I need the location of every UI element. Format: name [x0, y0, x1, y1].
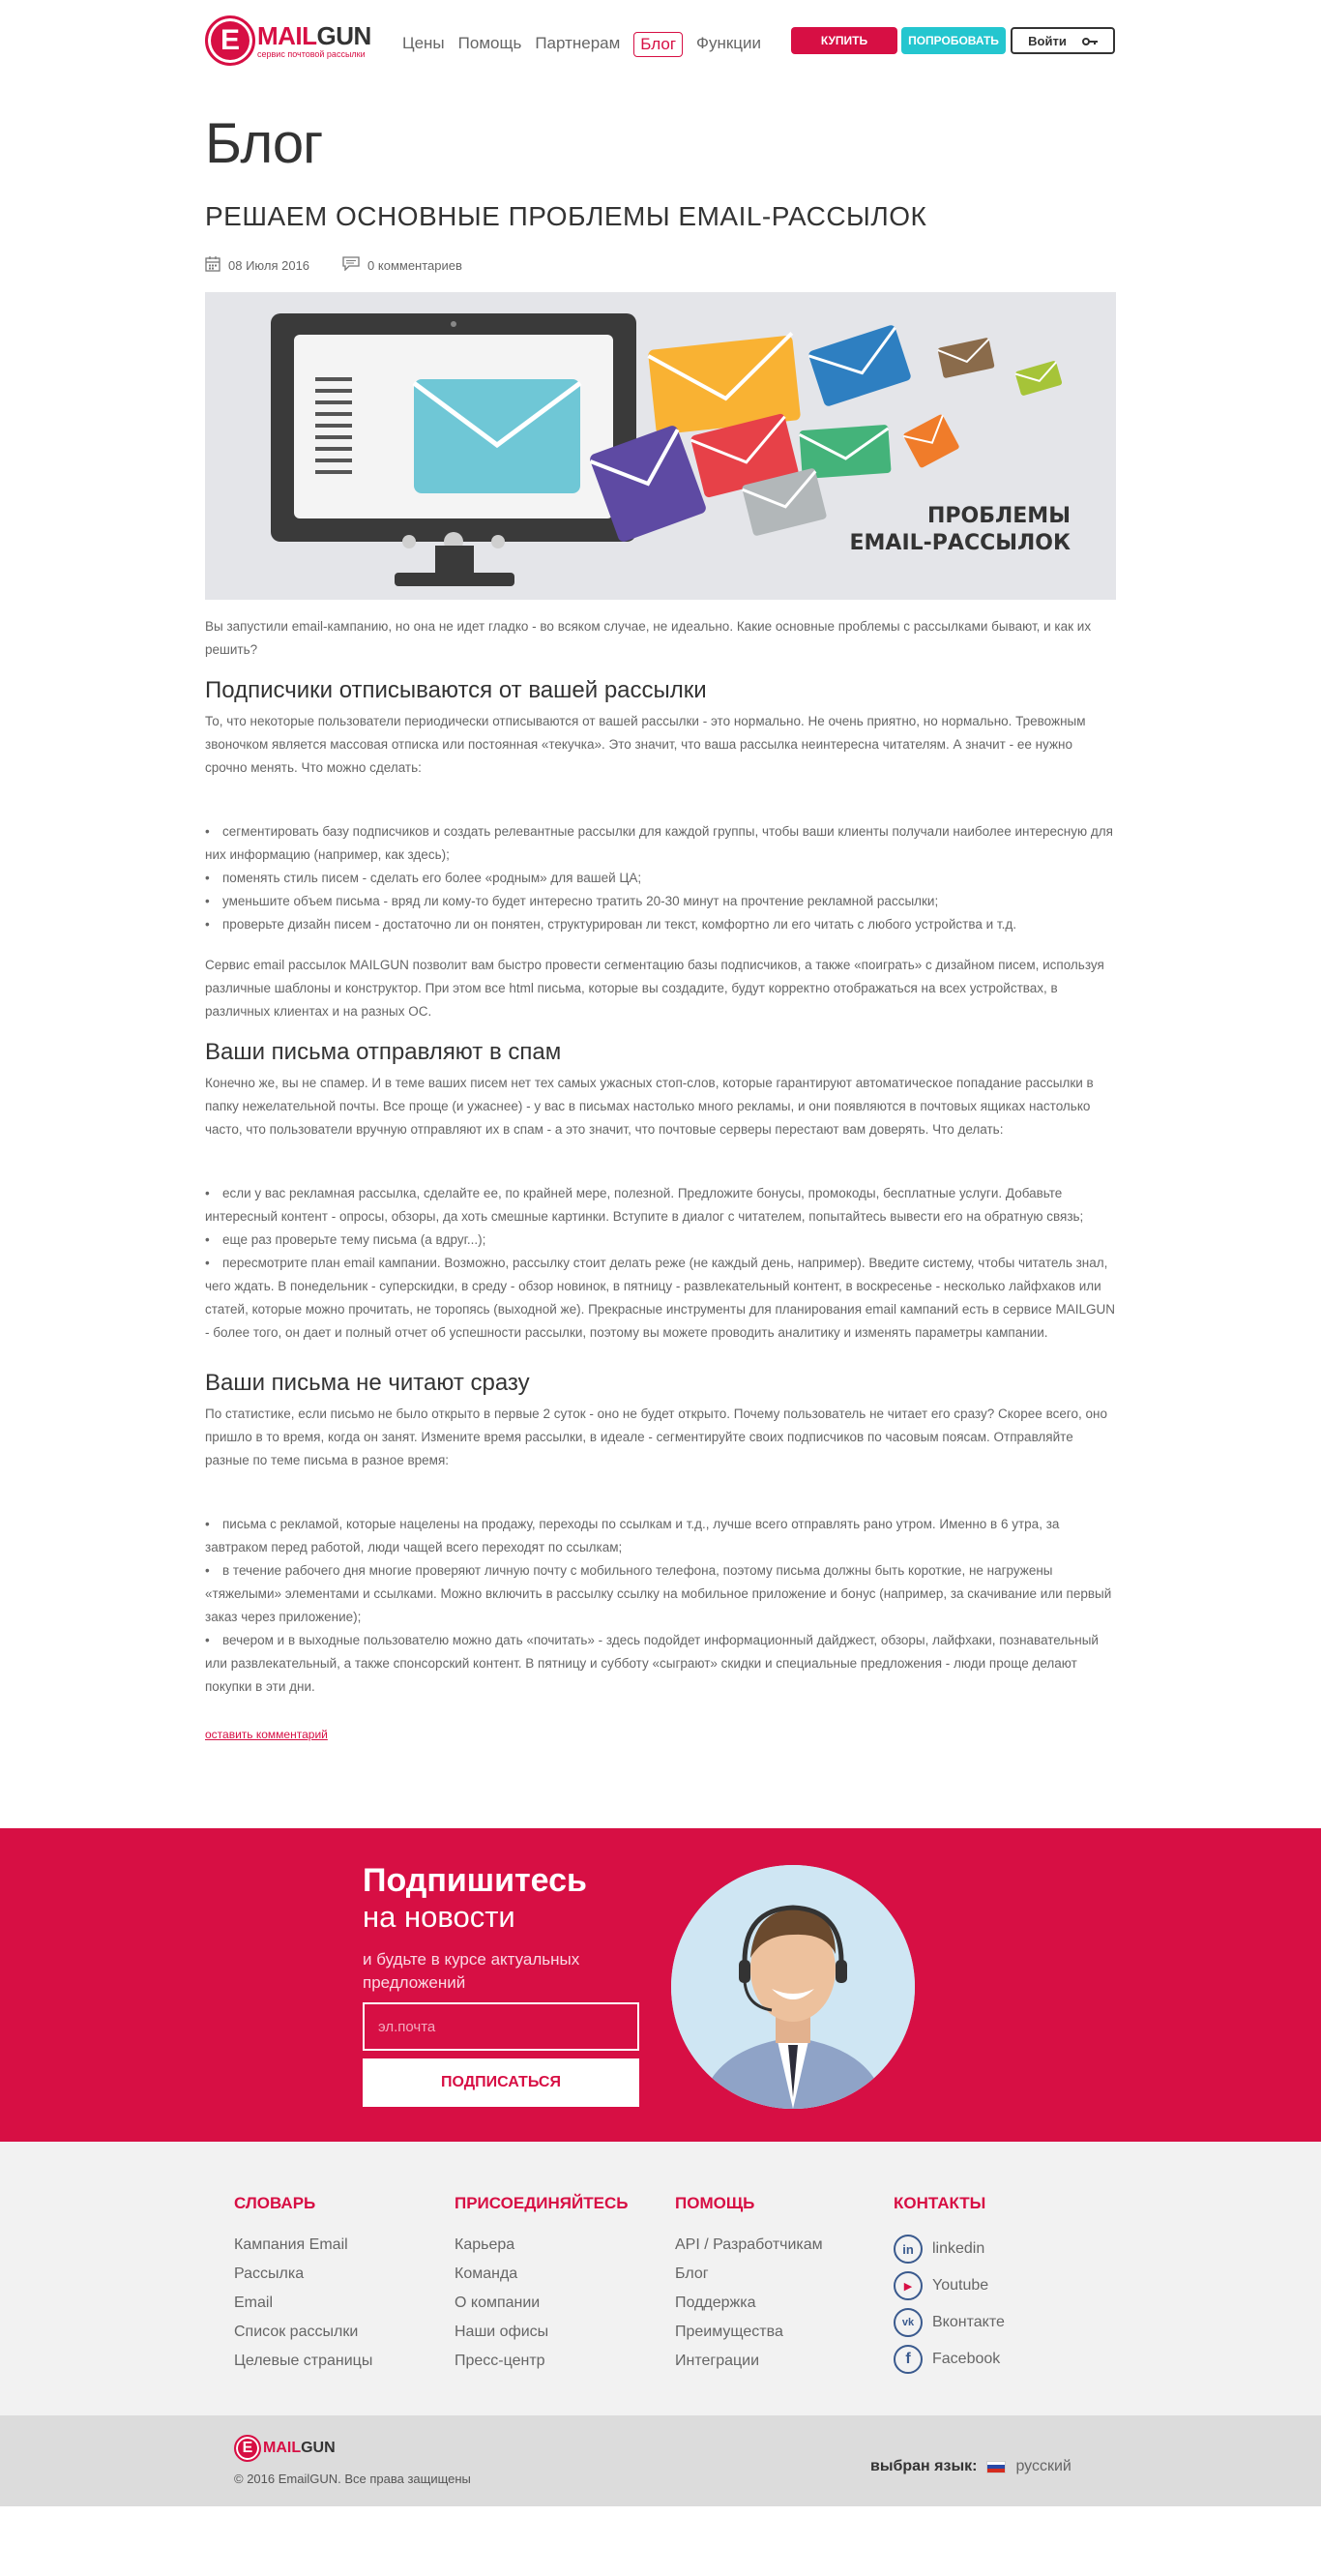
facebook-icon: f [894, 2345, 923, 2374]
footer-link[interactable]: Поддержка [675, 2295, 756, 2311]
social-youtube[interactable] [894, 2267, 1005, 2304]
footer-link[interactable]: Список рассылки [234, 2324, 359, 2340]
footer-logo-rest: GUN [301, 2440, 336, 2456]
footer-link[interactable]: О компании [455, 2295, 541, 2311]
logo[interactable] [205, 15, 371, 66]
section-title-unsubscribe: Подписчики отписываются от вашей рассылки [205, 677, 707, 703]
list-item: • в течение рабочего дня многие проверяют личную почту с мобильного телефона, поэтому письма должны быть короткие, не нагружены «тяжелыми» элементами и ссылками. Можно включить в рассылку ссылку на мобильное приложение и бонус (например, за скачивание или первый заказ через приложение); [205, 1559, 1116, 1629]
section-list [205, 820, 1116, 936]
footer-link[interactable]: Интеграции [675, 2353, 760, 2369]
footer-link[interactable]: Наши офисы [455, 2324, 549, 2340]
footer [0, 2142, 1321, 2415]
logo-name-colored: MAIL [257, 20, 317, 50]
footer-link[interactable]: Карьера [455, 2236, 515, 2253]
logo-badge: E [205, 15, 255, 66]
subscribe-subtitle: на новости [363, 1900, 515, 1934]
footer-col-title: СЛОВАРЬ [234, 2194, 316, 2212]
linkedin-icon: in [894, 2235, 923, 2264]
footer-link[interactable]: Рассылка [234, 2265, 305, 2282]
footer-col-help [675, 2194, 823, 2376]
russia-flag-icon [986, 2461, 1006, 2473]
language-selector[interactable] [870, 2458, 1071, 2475]
login-label: Войти [1028, 33, 1067, 48]
social-facebook[interactable] [894, 2341, 1005, 2378]
footer-col-join [455, 2194, 628, 2376]
section-title-spam: Ваши письма отправляют в спам [205, 1039, 562, 1065]
key-icon [1082, 34, 1098, 48]
logo-tagline: сервис почтовой рассылки [257, 48, 366, 59]
footer-link[interactable]: Целевые страницы [234, 2353, 373, 2369]
footer-link[interactable]: Преимущества [675, 2324, 783, 2340]
footer-link[interactable]: API / Разработчикам [675, 2236, 823, 2253]
footer-col-title: ПОМОЩЬ [675, 2194, 755, 2212]
section-after-text: Сервис email рассылок MAILGUN позволит вам быстро провести сегментацию базы подписчиков, а также «поиграть» с дизайном писем, используя различные шаблоны и конструктор. При этом все html письма, которые вы создадите, будут корректно отображаться на всех устройствах, в различных клиентах и на разных ОС. [205, 958, 1104, 1019]
hero-caption-1: ПРОБЛЕМЫ [927, 504, 1071, 528]
nav-help[interactable]: Помощь [457, 34, 522, 52]
avatar [671, 1865, 915, 2109]
social-label: Youtube [932, 2277, 989, 2294]
footer-logo[interactable] [234, 2435, 336, 2462]
footer-col-dictionary [234, 2194, 372, 2376]
language-value: русский [1015, 2458, 1071, 2474]
list-item: • проверьте дизайн писем - достаточно ли он понятен, структурирован ли текст, комфортно ли его читать с любого устройства и т.д. [205, 913, 1116, 936]
nav-partners[interactable]: Партнерам [535, 34, 621, 52]
language-label: выбран язык: [870, 2458, 978, 2474]
section-paragraph: То, что некоторые пользователи периодически отписываются от вашей рассылки - это нормально. Не очень приятно, но нормально. Тревожным звоночком является массовая отписка или постоянная «текучка». Это значит, что ваша рассылка неинтересна читателям. А значит - ее нужно срочно менять. Что можно сделать: [205, 714, 1086, 775]
list-item: • вечером и в выходные пользователю можно дать «почитать» - здесь подойдет информационный дайджест, обзоры, лайфхаки, познавательный или развлекательный, а также спонсорский контент. В пятницу и субботу «сыграют» скидки и специальные предложения - люди проще делают покупки в эти дни. [205, 1629, 1116, 1699]
post-title: РЕШАЕМ ОСНОВНЫЕ ПРОБЛЕМЫ EMAIL-РАССЫЛОК [205, 201, 927, 231]
footer-logo-badge: E [234, 2435, 261, 2462]
article [205, 110, 1116, 1828]
section-title-not-read: Ваши письма не читают сразу [205, 1370, 530, 1396]
section-paragraph: По статистике, если письмо не было открыто в первые 2 суток - оно не будет открыто. Почему пользователь не читает его сразу? Скорее всего, оно пришло в то время, когда он занят. Измените время рассылки, в идеале - сегментируйте своих подписчиков по часовым поясам. Отправляйте разные по теме письма в разное время: [205, 1406, 1107, 1467]
footer-col-title: КОНТАКТЫ [894, 2194, 986, 2212]
footer-bottom [0, 2415, 1321, 2506]
list-item: • письма с рекламой, которые нацелены на продажу, переходы по ссылкам и т.д., лучше всего отправлять рано утром. Именно в 6 утра, за завтраком перед работой, люди чащей всего переходят по ссылкам; [205, 1513, 1116, 1559]
social-label: Facebook [932, 2351, 1001, 2367]
footer-link[interactable]: Команда [455, 2265, 518, 2282]
comment-icon [342, 256, 360, 274]
list-item: • если у вас рекламная рассылка, сделайте ее, по крайней мере, полезной. Предложите бонусы, промокоды, бесплатные услуги. Добавьте интересный контент - опросы, обзоры, да хоть смешные картинки. Вступите в диалог с читателем, попытайтесь вывести его на обратную связь; [205, 1182, 1116, 1229]
hero-caption-2: EMAIL-РАССЫЛОК [849, 531, 1071, 555]
youtube-icon: ▶ [894, 2271, 923, 2300]
footer-link[interactable]: Блог [675, 2265, 709, 2282]
subscribe-title: Подпишитесь [363, 1862, 587, 1899]
comments-count[interactable]: 0 комментариев [367, 257, 462, 273]
calendar-icon [205, 256, 220, 275]
nav-blog[interactable]: Блог [633, 32, 683, 57]
try-button[interactable]: ПОПРОБОВАТЬ [901, 27, 1006, 54]
list-item: • поменять стиль писем - сделать его более «родным» для вашей ЦА; [205, 867, 1116, 890]
page-title: Блог [205, 112, 323, 175]
copyright: © 2016 EmailGUN. Все права защищены [234, 2472, 471, 2486]
social-linkedin[interactable] [894, 2231, 1005, 2267]
list-item: • еще раз проверьте тему письма (а вдруг...); [205, 1229, 1116, 1252]
social-label: linkedin [932, 2240, 985, 2257]
section-list [205, 1182, 1116, 1345]
social-label: Вконтакте [932, 2314, 1005, 2330]
list-item: • уменьшите объем письма - вряд ли кому-то будет интересно тратить 20-30 минут на прочтение рекламной рассылки; [205, 890, 1116, 913]
list-item: • пересмотрите план email кампании. Возможно, рассылку стоит делать реже (не каждый день, например). Введите систему, чтобы читатель знал, чего ждать. В понедельник - суперскидки, в среду - обзор новинок, в пятницу - развлекательный контент, в воскресенье - несколько лайфхаков или статей, которые можно прочитать, не торопясь (выходной же). Прекрасные инструменты для планирования email кампаний есть в сервисе MAILGUN - более того, он дает и полный отчет об успешности рассылки, поэтому вы можете проводить аналитику и изменять параметры кампании. [205, 1252, 1116, 1345]
subscribe-text: и будьте в курсе актуальных предложений [363, 1950, 580, 1992]
post-date: 08 Июля 2016 [228, 257, 310, 273]
buy-button[interactable]: КУПИТЬ [791, 27, 897, 54]
list-item: • сегментировать базу подписчиков и создать релевантные рассылки для каждой группы, чтобы ваши клиенты получали наиболее интересную для них информацию (например, как здесь); [205, 820, 1116, 867]
footer-col-contacts [894, 2194, 1005, 2378]
intro-text: Вы запустили email-кампанию, но она не идет гладко - во всяком случае, не идеально. Какие основные проблемы с рассылками бывают, и как их решить? [205, 619, 1092, 657]
footer-link[interactable]: Кампания Email [234, 2236, 348, 2253]
footer-col-title: ПРИСОЕДИНЯЙТЕСЬ [455, 2194, 629, 2212]
section-paragraph: Конечно же, вы не спамер. И в теме ваших писем нет тех самых ужасных стоп-слов, которые гарантируют автоматическое попадание рассылки в папку нежелательной почты. Все проще (и ужаснее) - у вас в письмах настолько много рекламы, и они появляются в почтовых ящиках настолько часто, что пользователи вручную отправляют их в спам - а это значит, что почтовые серверы перестают вам доверять. Что делать: [205, 1076, 1094, 1137]
subscribe-button[interactable]: ПОДПИСАТЬСЯ [363, 2058, 639, 2107]
login-button[interactable] [1011, 27, 1115, 54]
vk-icon: vk [894, 2308, 923, 2337]
logo-name-rest: GUN [316, 20, 371, 50]
email-input[interactable] [363, 2002, 639, 2051]
post-meta [205, 255, 1116, 275]
subscribe-section [0, 1828, 1321, 2142]
nav-features[interactable]: Функции [696, 34, 762, 52]
social-vk[interactable] [894, 2304, 1005, 2341]
section-list [205, 1513, 1116, 1699]
footer-link[interactable]: Email [234, 2295, 274, 2311]
footer-link[interactable]: Пресс-центр [455, 2353, 545, 2369]
main-nav [402, 32, 775, 57]
leave-comment-link[interactable]: оставить комментарий [205, 1728, 328, 1741]
site-header [0, 0, 1321, 87]
footer-logo-colored: MAIL [263, 2440, 302, 2456]
hero-image [205, 292, 1116, 600]
nav-prices[interactable]: Цены [402, 34, 445, 52]
